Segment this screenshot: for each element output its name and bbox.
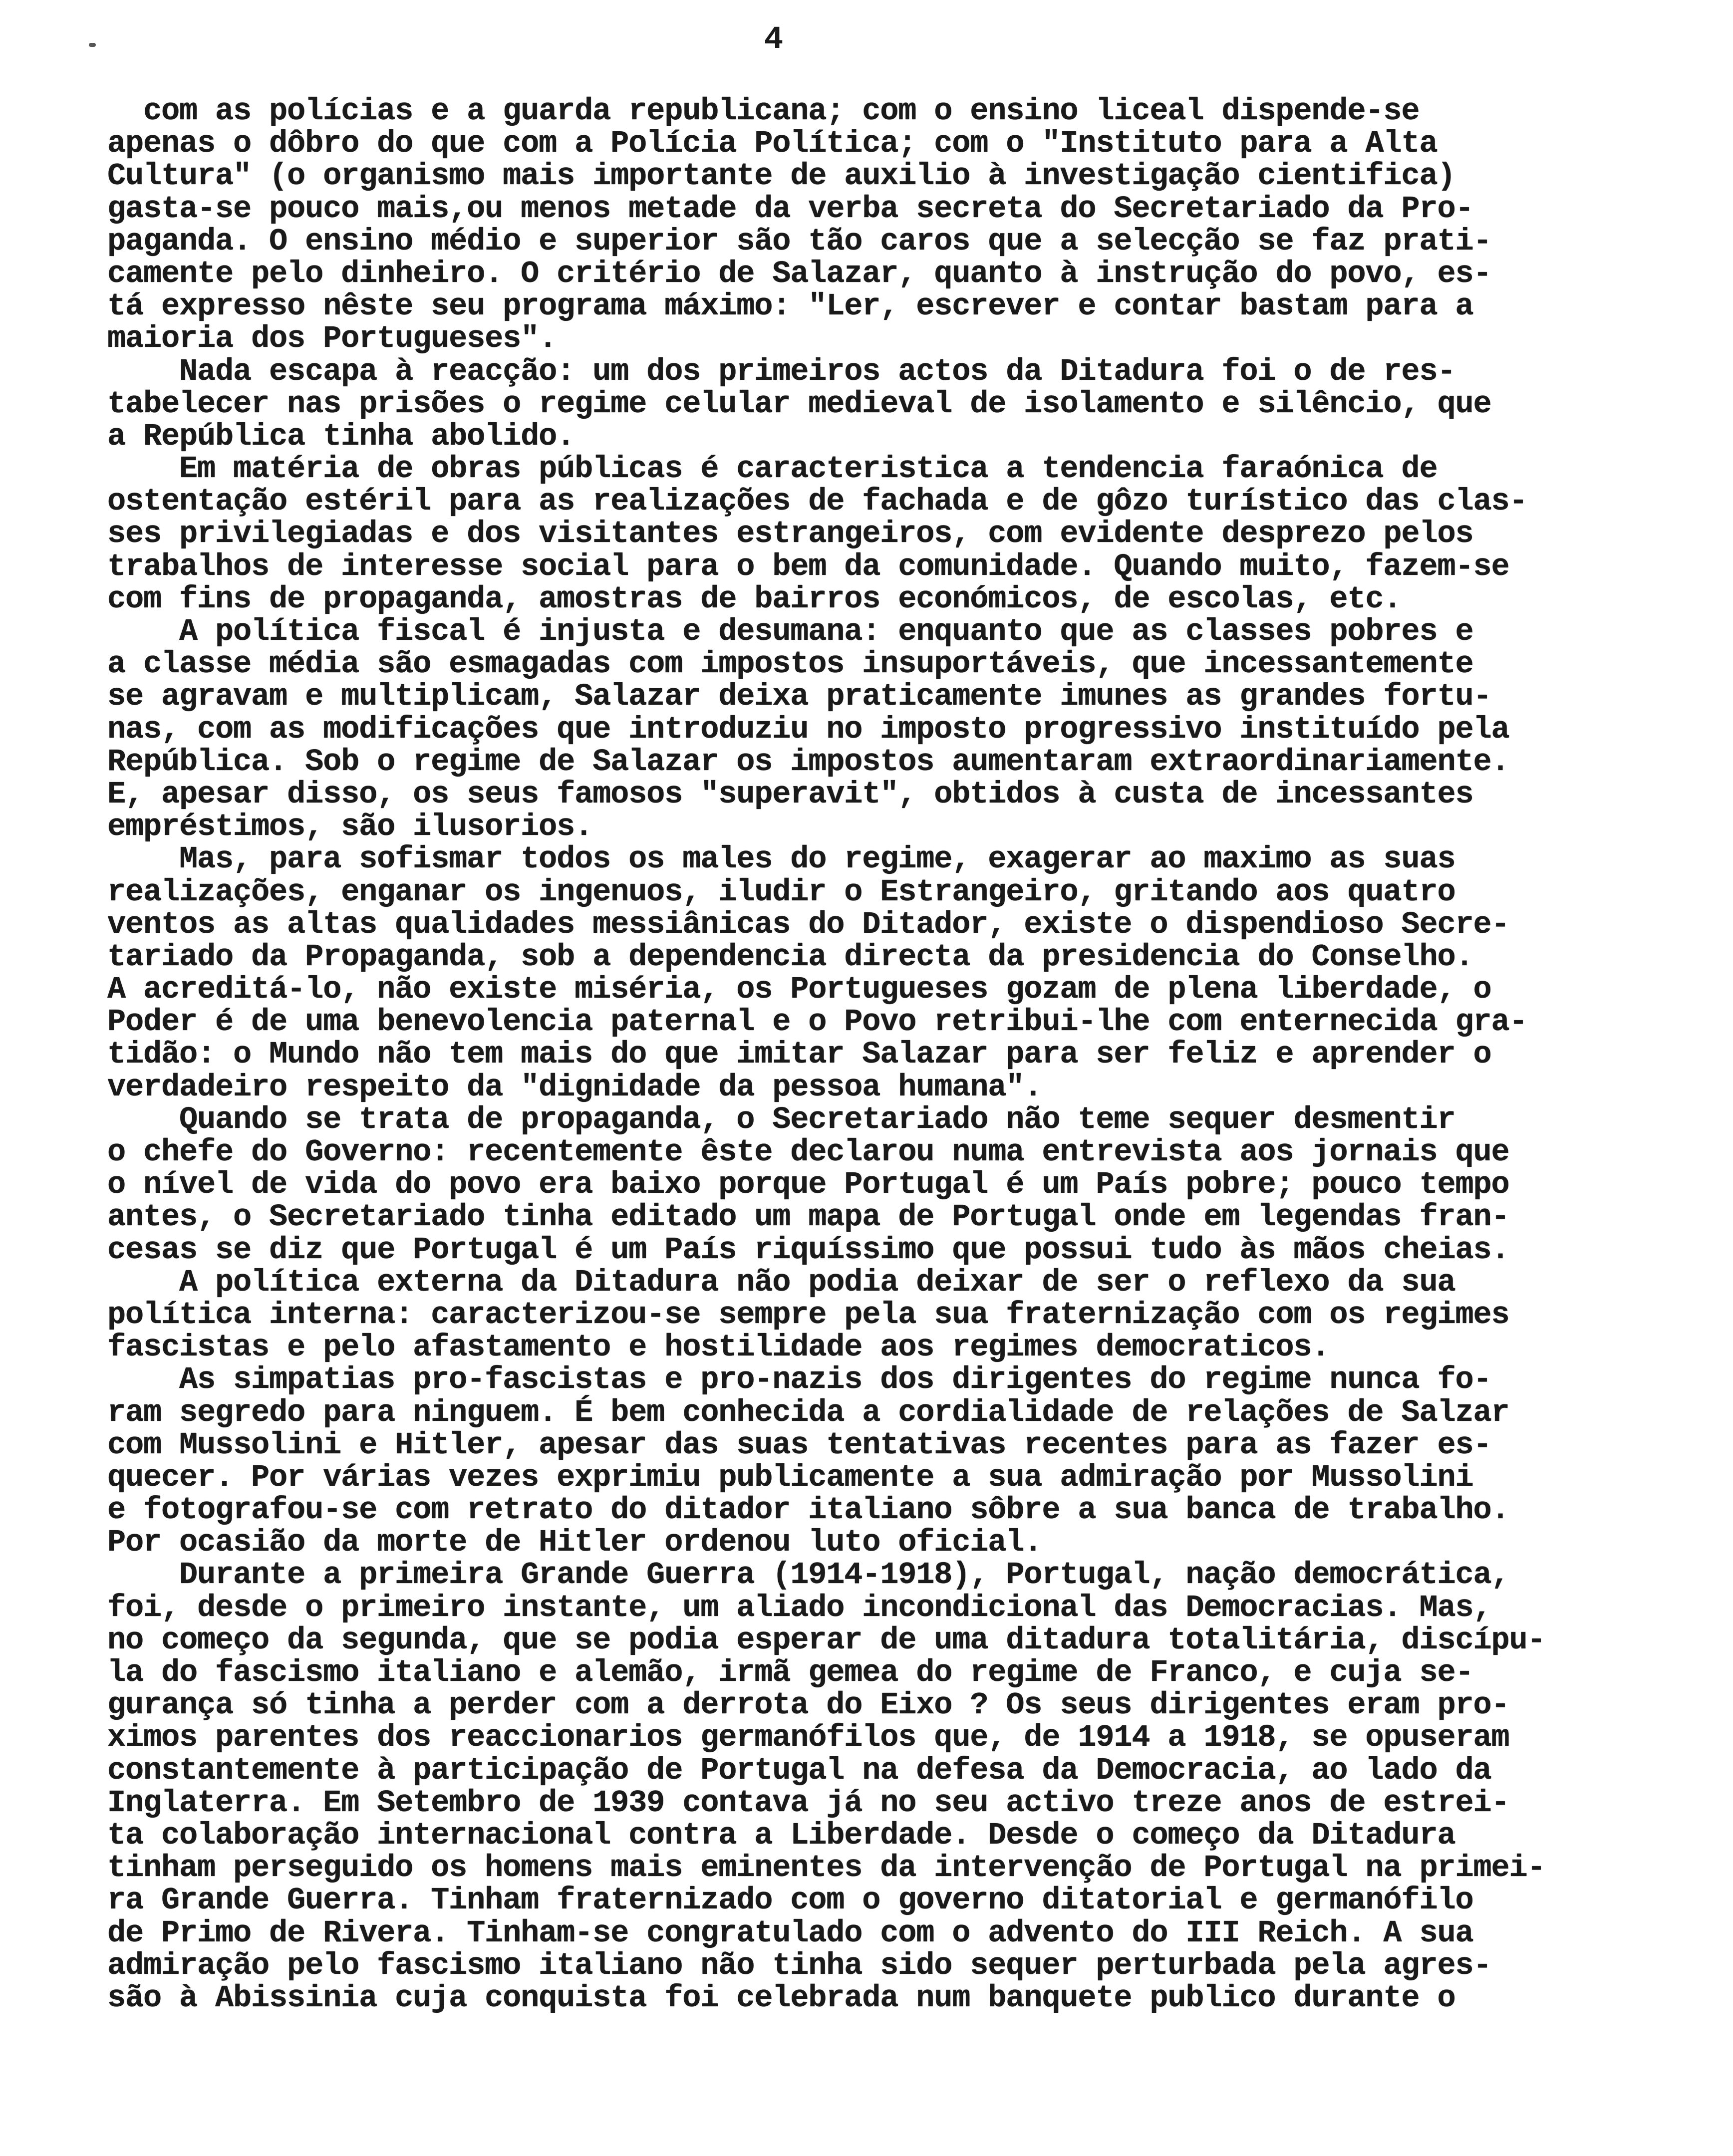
scan-speck — [89, 43, 96, 47]
text-line: o chefe do Governo: recentemente êste declarou numa entrevista aos jornais que — [107, 1134, 1509, 1170]
text-line: Em matéria de obras públicas é caracteristica a tendencia faraónica de — [107, 451, 1438, 487]
text-line: tinham perseguido os homens mais eminentes da intervenção de Portugal na primei- — [107, 1850, 1545, 1886]
text-line: camente pelo dinheiro. O critério de Salazar, quanto à instrução do povo, es- — [107, 256, 1491, 291]
body-text — [107, 95, 1635, 2014]
text-line: paganda. O ensino médio e superior são tão caros que a selecção se faz prati- — [107, 223, 1491, 259]
text-line: ostentação estéril para as realizações de fachada e de gôzo turístico das clas- — [107, 484, 1527, 520]
text-line: ximos parentes dos reaccionarios germanófilos que, de 1914 a 1918, se opuseram — [107, 1720, 1509, 1756]
text-line: constantemente à participação de Portugal na defesa da Democracia, ao lado da — [107, 1752, 1491, 1788]
text-line: de Primo de Rivera. Tinham-se congratulado com o advento do III Reich. A sua — [107, 1915, 1473, 1951]
text-line: Nada escapa à reacção: um dos primeiros actos da Ditadura foi o de res- — [107, 353, 1455, 389]
text-line: gurança só tinha a perder com a derrota do Eixo ? Os seus dirigentes eram pro- — [107, 1687, 1509, 1723]
text-line: A acreditá-lo, não existe miséria, os Portugueses gozam de plena liberdade, o — [107, 972, 1491, 1008]
text-line: trabalhos de interesse social para o bem da comunidade. Quando muito, fazem-se — [107, 548, 1509, 584]
text-line: a República tinha abolido. — [107, 418, 575, 454]
text-line: Durante a primeira Grande Guerra (1914-1918), Portugal, nação democrática, — [107, 1557, 1509, 1593]
text-line: nas, com as modificações que introduziu no imposto progressivo instituído pela — [107, 711, 1509, 747]
page-number: 4 — [764, 22, 784, 58]
text-line: ra Grande Guerra. Tinham fraternizado com o governo ditatorial e germanófilo — [107, 1883, 1473, 1918]
text-line: ta colaboração internacional contra a Liberdade. Desde o começo da Ditadura — [107, 1817, 1455, 1853]
text-line: ram segredo para ninguem. É bem conhecida a cordialidade de relações de Salzar — [107, 1394, 1509, 1430]
text-line: E, apesar disso, os seus famosos "superavit", obtidos à custa de incessantes — [107, 776, 1473, 812]
text-line: gasta-se pouco mais,ou menos metade da verba secreta do Secretariado da Pro- — [107, 191, 1473, 227]
text-line: quecer. Por várias vezes exprimiu publicamente a sua admiração por Mussolini — [107, 1459, 1473, 1495]
text-line: tá expresso nêste seu programa máximo: "Ler, escrever e contar bastam para a — [107, 288, 1473, 324]
text-line: ses privilegiadas e dos visitantes estrangeiros, com evidente desprezo pelos — [107, 516, 1473, 552]
text-line: Poder é de uma benevolencia paternal e o Povo retribui-lhe com enternecida gra- — [107, 1004, 1527, 1040]
text-line: A política fiscal é injusta e desumana: enquanto que as classes pobres e — [107, 614, 1473, 649]
text-line: a classe média são esmagadas com impostos insuportáveis, que incessantemente — [107, 646, 1473, 682]
text-line: ventos as altas qualidades messiânicas do Ditador, existe o dispendioso Secre- — [107, 906, 1509, 942]
text-line: Mas, para sofismar todos os males do regime, exagerar ao maximo as suas — [107, 841, 1455, 877]
text-line: Cultura" (o organismo mais importante de auxilio à investigação cientifica) — [107, 158, 1455, 194]
text-line: se agravam e multiplicam, Salazar deixa praticamente imunes as grandes fortu- — [107, 679, 1491, 715]
text-line: tariado da Propaganda, sob a dependencia directa da presidencia do Conselho. — [107, 939, 1473, 975]
text-line: cesas se diz que Portugal é um País riquíssimo que possui tudo às mãos cheias. — [107, 1232, 1509, 1268]
text-line: tidão: o Mundo não tem mais do que imitar Salazar para ser feliz e aprender o — [107, 1037, 1491, 1073]
text-line: Por ocasião da morte de Hitler ordenou luto oficial. — [107, 1525, 1042, 1561]
text-line: verdadeiro respeito da "dignidade da pessoa humana". — [107, 1069, 1042, 1105]
text-line: no começo da segunda, que se podia esperar de uma ditadura totalitária, discípu- — [107, 1622, 1545, 1658]
text-line: República. Sob o regime de Salazar os impostos aumentaram extraordinariamente. — [107, 744, 1509, 780]
text-line: tabelecer nas prisões o regime celular medieval de isolamento e silêncio, que — [107, 386, 1491, 422]
text-line: realizações, enganar os ingenuos, iludir o Estrangeiro, gritando aos quatro — [107, 874, 1455, 910]
text-line: foi, desde o primeiro instante, um aliado incondicional das Democracias. Mas, — [107, 1590, 1491, 1625]
text-line: Quando se trata de propaganda, o Secretariado não teme sequer desmentir — [107, 1101, 1455, 1137]
text-line: fascistas e pelo afastamento e hostilidade aos regimes democraticos. — [107, 1330, 1330, 1365]
text-line: empréstimos, são ilusorios. — [107, 809, 593, 845]
text-line: o nível de vida do povo era baixo porque Portugal é um País pobre; pouco tempo — [107, 1167, 1509, 1203]
text-line: política interna: caracterizou-se sempre pela sua fraternização com os regimes — [107, 1297, 1509, 1333]
text-line: maioria dos Portugueses". — [107, 321, 557, 357]
text-line: admiração pelo fascismo italiano não tinha sido sequer perturbada pela agres- — [107, 1947, 1491, 1983]
text-line: são à Abissinia cuja conquista foi celebrada num banquete publico durante o — [107, 1980, 1455, 2016]
text-line: com as polícias e a guarda republicana; com o ensino liceal dispende-se — [107, 93, 1420, 129]
text-line: e fotografou-se com retrato do ditador italiano sôbre a sua banca de trabalho. — [107, 1492, 1509, 1528]
text-line: com fins de propaganda, amostras de bairros económicos, de escolas, etc. — [107, 581, 1402, 617]
text-line: la do fascismo italiano e alemão, irmã gemea do regime de Franco, e cuja se- — [107, 1655, 1473, 1690]
text-line: antes, o Secretariado tinha editado um mapa de Portugal onde em legendas fran- — [107, 1199, 1509, 1235]
text-line: Inglaterra. Em Setembro de 1939 contava já no seu activo treze anos de estrei- — [107, 1785, 1509, 1821]
text-line: A política externa da Ditadura não podia deixar de ser o reflexo da sua — [107, 1264, 1455, 1300]
text-line: As simpatias pro-fascistas e pro-nazis dos dirigentes do regime nunca fo- — [107, 1362, 1491, 1398]
text-line: com Mussolini e Hitler, apesar das suas tentativas recentes para as fazer es- — [107, 1427, 1491, 1463]
text-line: apenas o dôbro do que com a Polícia Política; com o "Instituto para a Alta — [107, 126, 1438, 162]
